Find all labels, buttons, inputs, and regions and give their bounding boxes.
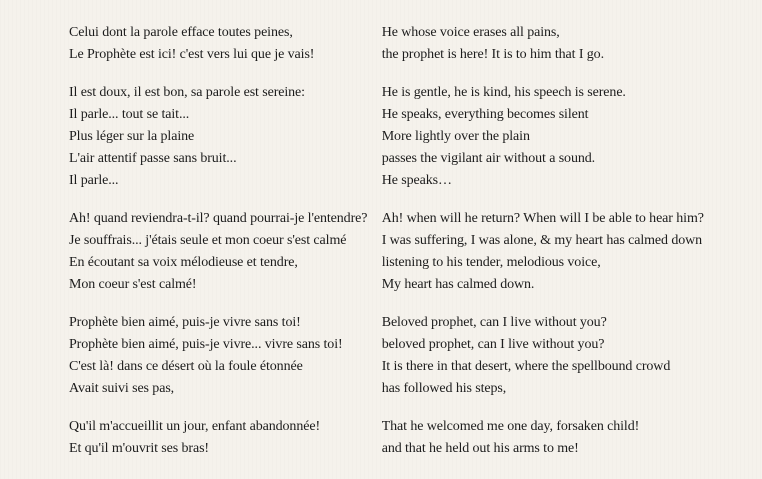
french-line: Celui dont la parole efface toutes peines, [69, 25, 293, 40]
french-line: Qu'il m'accueillit un jour, enfant abandonnée! [69, 419, 321, 434]
french-line: Mon coeur s'est calmé! [69, 277, 197, 292]
verse-line [69, 334, 749, 356]
verse-line [69, 170, 749, 192]
verse-line [69, 356, 749, 378]
french-line: Prophète bien aimé, puis-je vivre... vivre sans toi! [69, 337, 343, 352]
verse-line [69, 104, 749, 126]
english-line: That he welcomed me one day, forsaken child! [381, 419, 640, 434]
verse-line [69, 252, 749, 274]
english-line: He whose voice erases all pains, [381, 25, 560, 40]
english-line: It is there in that desert, where the spellbound crowd [381, 359, 671, 374]
english-line: the prophet is here! It is to him that I go. [381, 47, 604, 62]
english-line: and that he held out his arms to me! [381, 441, 579, 456]
english-line: He speaks, everything becomes silent [381, 107, 589, 122]
english-line: He is gentle, he is kind, his speech is serene. [381, 85, 626, 100]
french-line: Il parle... tout se tait... [69, 107, 190, 122]
english-line: beloved prophet, can I live without you? [381, 337, 605, 352]
french-line: C'est là! dans ce désert où la foule étonnée [69, 359, 303, 374]
french-line: Plus léger sur la plaine [69, 129, 195, 144]
verse-line [69, 416, 749, 438]
stanza [69, 22, 749, 66]
english-line: Ah! when will he return? When will I be able to hear him? [381, 211, 704, 226]
verse-line [69, 378, 749, 400]
stanza [69, 416, 749, 460]
french-line: En écoutant sa voix mélodieuse et tendre, [69, 255, 298, 270]
verse-line [69, 312, 749, 334]
stanza [69, 312, 749, 400]
english-line: More lightly over the plain [381, 129, 530, 144]
verse-line [69, 438, 749, 460]
verse-line [69, 230, 749, 252]
french-line: Avait suivi ses pas, [69, 381, 175, 396]
english-line: listening to his tender, melodious voice, [381, 255, 601, 270]
verse-line [69, 126, 749, 148]
verse-line [69, 208, 749, 230]
english-line: Beloved prophet, can I live without you? [381, 315, 607, 330]
french-line: Le Prophète est ici! c'est vers lui que je vais! [69, 47, 315, 62]
stanza [69, 208, 749, 296]
french-line: Ah! quand reviendra-t-il? quand pourrai-je l'entendre? [69, 211, 368, 226]
verse-line [69, 22, 749, 44]
english-line: I was suffering, I was alone, & my heart has calmed down [381, 233, 703, 248]
french-line: Il parle... [69, 173, 119, 188]
english-line: has followed his steps, [381, 381, 507, 396]
verse-line [69, 148, 749, 170]
verse-line [69, 44, 749, 66]
english-line: He speaks… [381, 173, 452, 188]
verse-line [69, 274, 749, 296]
french-line: Je souffrais... j'étais seule et mon coeur s'est calmé [69, 233, 347, 248]
french-line: Prophète bien aimé, puis-je vivre sans toi! [69, 315, 301, 330]
french-line: Et qu'il m'ouvrit ses bras! [69, 441, 209, 456]
stanza [69, 82, 749, 192]
verse-line [69, 82, 749, 104]
french-line: Il est doux, il est bon, sa parole est sereine: [69, 85, 305, 100]
french-line: L'air attentif passe sans bruit... [69, 151, 237, 166]
english-line: passes the vigilant air without a sound. [381, 151, 596, 166]
english-line: My heart has calmed down. [381, 277, 535, 292]
